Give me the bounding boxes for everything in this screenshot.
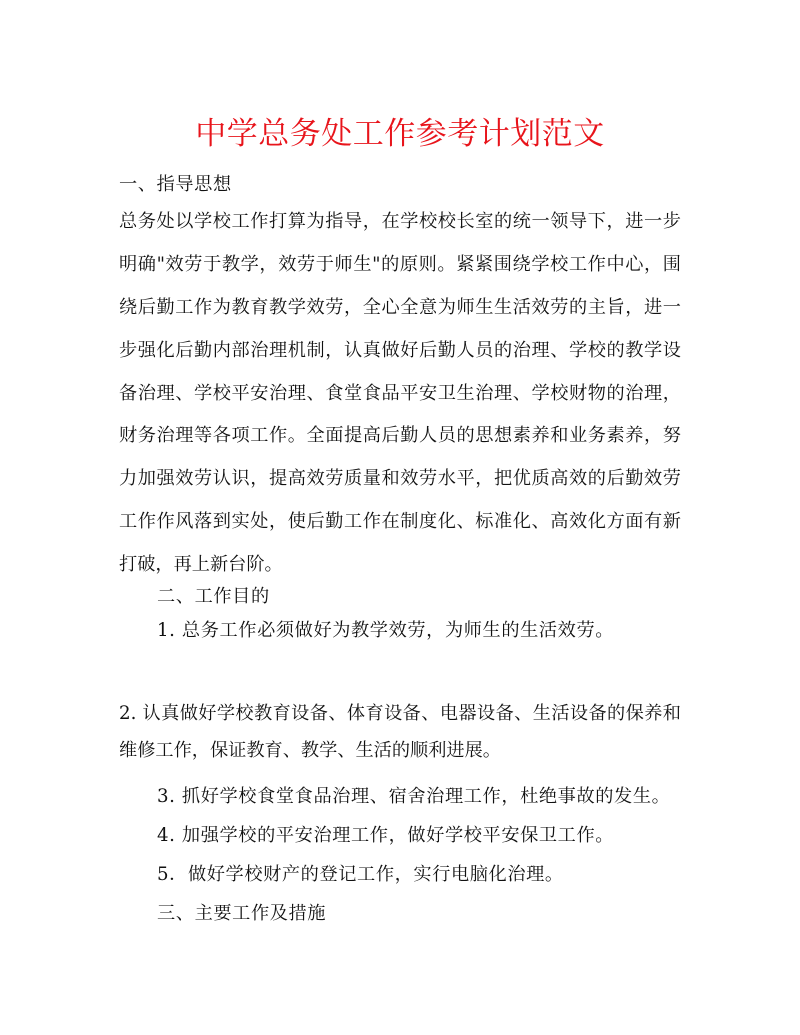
section-heading-main-work: 三、主要工作及措施 — [157, 903, 327, 924]
list-item-goal-1: 1. 总务工作必须做好为教学效劳，为师生的生活效劳。 — [157, 620, 615, 641]
section-heading-guiding-ideology: 一、指导思想 — [119, 174, 232, 195]
list-item-goal-4: 4. 加强学校的平安治理工作，做好学校平安保卫工作。 — [157, 825, 615, 846]
document-title: 中学总务处工作参考计划范文 — [195, 116, 605, 152]
paragraph-line: 2. 认真做好学校教育设备、体育设备、电器设备、生活设备的保养和 — [119, 703, 681, 724]
paragraph-line: 步强化后勤内部治理机制，认真做好后勤人员的治理、学校的教学设 — [119, 340, 681, 361]
paragraph-line: 备治理、学校平安治理、食堂食品平安卫生治理、学校财物的治理， — [119, 383, 681, 404]
paragraph-line: 财务治理等各项工作。全面提高后勤人员的思想素养和业务素养，努 — [119, 425, 681, 446]
list-item-goal-3: 3. 抓好学校食堂食品治理、宿舍治理工作，杜绝事故的发生。 — [157, 786, 671, 807]
paragraph-line: 绕后勤工作为教育教学效劳，全心全意为师生生活效劳的主旨，进一 — [119, 297, 681, 318]
section-heading-work-goals: 二、工作目的 — [157, 586, 270, 607]
paragraph-line: 维修工作，保证教育、教学、生活的顺利进展。 — [119, 740, 501, 761]
paragraph-line: 总务处以学校工作打算为指导，在学校校长室的统一领导下，进一步 — [119, 211, 681, 232]
paragraph-line: 打破，再上新台阶。 — [119, 554, 283, 575]
paragraph-line: 工作作风落到实处，使后勤工作在制度化、标准化、高效化方面有新 — [119, 511, 681, 532]
paragraph-line: 明确"效劳于教学，效劳于师生"的原则。紧紧围绕学校工作中心，围 — [119, 254, 681, 275]
paragraph-line: 力加强效劳认识，提高效劳质量和效劳水平，把优质高效的后勤效劳 — [119, 468, 681, 489]
list-item-goal-5: 5．做好学校财产的登记工作，实行电脑化治理。 — [157, 864, 564, 885]
